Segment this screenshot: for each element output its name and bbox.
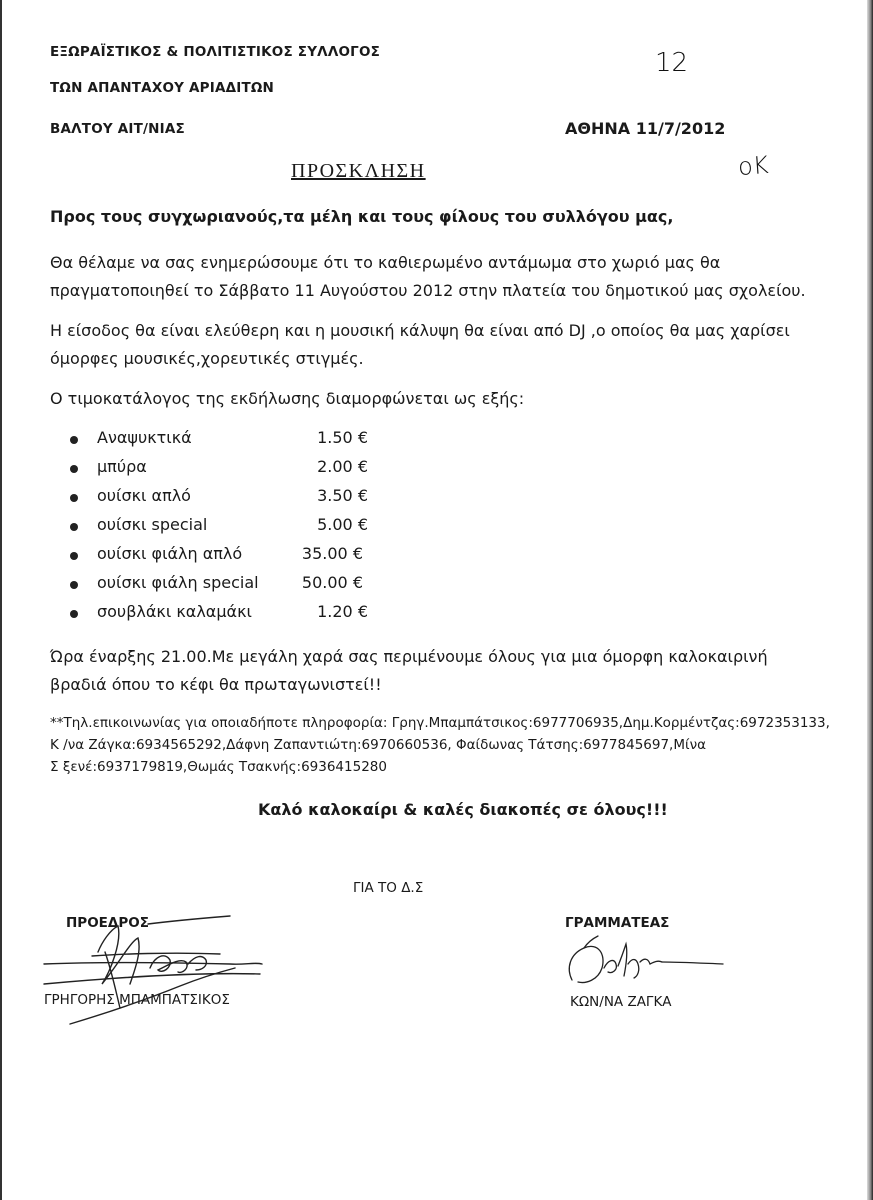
org-name-line3: ΒΑΛΤΟΥ ΑΙΤ/ΝΙΑΣ: [50, 121, 185, 137]
handwritten-number: 12: [655, 48, 689, 78]
price-row: [68, 515, 368, 543]
president-signature-icon: [30, 912, 300, 1042]
price-value: 3.50 €: [317, 486, 368, 505]
secretary-name: ΚΩΝ/ΝΑ ΖΑΓΚΑ: [570, 994, 672, 1010]
price-value: 1.20 €: [317, 602, 368, 621]
price-item: σουβλάκι καλαμάκι: [97, 602, 252, 621]
price-row: [68, 428, 368, 456]
document-title: ΠΡΟΣΚΛΗΣΗ: [291, 160, 426, 182]
org-name-line2: ΤΩΝ ΑΠΑΝΤΑΧΟΥ ΑΡΙΑΔΙΤΩΝ: [50, 80, 275, 96]
bullet-icon: [70, 552, 78, 560]
price-item: ουίσκι φιάλη special: [97, 573, 259, 592]
bullet-icon: [70, 465, 78, 473]
price-item: ουίσκι φιάλη απλό: [97, 544, 243, 563]
price-value: 5.00 €: [317, 515, 368, 534]
price-item: μπύρα: [97, 457, 147, 476]
place-date: ΑΘΗΝΑ 11/7/2012: [565, 119, 726, 138]
board-label: ΓΙΑ ΤΟ Δ.Σ: [353, 880, 424, 896]
price-value: 35.00 €: [301, 544, 363, 563]
paragraph-entry: Η είσοδος θα είναι ελεύθερη και η μουσική κάλυψη θα είναι από DJ ,ο οποίος θα μας χαρίσει όμορφες μουσικές,χορευτικές στιγμές.: [50, 321, 790, 368]
bullet-icon: [70, 523, 78, 531]
contact-line3: Σ ξενέ:6937179819,Θωμάς Τσακνής:6936415280: [50, 759, 387, 775]
closing-wish: Καλό καλοκαίρι & καλές διακοπές σε όλους!!!: [258, 800, 668, 819]
price-row: [68, 544, 363, 572]
price-row: [68, 602, 368, 630]
scan-edge-right: [867, 0, 873, 1200]
price-value: 1.50 €: [317, 428, 368, 447]
start-text-line2: βραδιά όπου το κέφι θα πρωταγωνιστεί!!: [50, 675, 382, 694]
handwritten-ok-mark: οΚ: [737, 150, 770, 182]
scan-edge-left: [0, 0, 2, 1200]
bullet-icon: [70, 436, 78, 444]
start-text-line1: Ώρα έναρξης 21.00.Με μεγάλη χαρά σας περιμένουμε όλους για μια όμορφη καλοκαιρινή: [50, 647, 768, 666]
price-row: [68, 486, 368, 514]
paragraph-event: Θα θέλαμε να σας ενημερώσουμε ότι το καθιερωμένο αντάμωμα στο χωριό μας θα πραγματοποιηθεί το Σάββατο 11 Αυγούστου 2012 στην πλατεία του δημοτικού μας σχολείου.: [50, 253, 806, 300]
president-role: ΠΡΟΕΔΡΟΣ: [66, 915, 149, 931]
contact-line1: **Τηλ.επικοινωνίας για οποιαδήποτε πληροφορία: Γρηγ.Μπαμπάτσικος:6977706935,Δημ.Κορμέντζας:6972353133,: [50, 715, 830, 731]
org-name-line1: ΕΞΩΡΑΪΣΤΙΚΟΣ & ΠΟΛΙΤΙΣΤΙΚΟΣ ΣΥΛΛΟΓΟΣ: [50, 44, 381, 60]
bullet-icon: [70, 581, 78, 589]
secretary-signature-icon: [558, 932, 728, 992]
bullet-icon: [70, 494, 78, 502]
paragraph-pricelist-intro: Ο τιμοκατάλογος της εκδήλωσης διαμορφώνεται ως εξής:: [50, 389, 525, 408]
price-item: Αναψυκτικά: [97, 428, 192, 447]
price-row: [68, 573, 363, 601]
price-value: 2.00 €: [317, 457, 368, 476]
secretary-role: ΓΡΑΜΜΑΤΕΑΣ: [565, 915, 670, 931]
price-row: [68, 457, 368, 485]
price-item: ουίσκι special: [97, 515, 208, 534]
president-name: ΓΡΗΓΟΡΗΣ ΜΠΑΜΠΑΤΣΙΚΟΣ: [44, 992, 230, 1008]
contact-line2: Κ /να Ζάγκα:6934565292,Δάφνη Ζαπαντιώτη:6970660536, Φαίδωνας Τάτσης:6977845697,Μίνα: [50, 737, 707, 753]
price-item: ουίσκι απλό: [97, 486, 191, 505]
bullet-icon: [70, 610, 78, 618]
greeting: Προς τους συγχωριανούς,τα μέλη και τους φίλους του συλλόγου μας,: [50, 207, 674, 226]
price-value: 50.00 €: [301, 573, 363, 592]
